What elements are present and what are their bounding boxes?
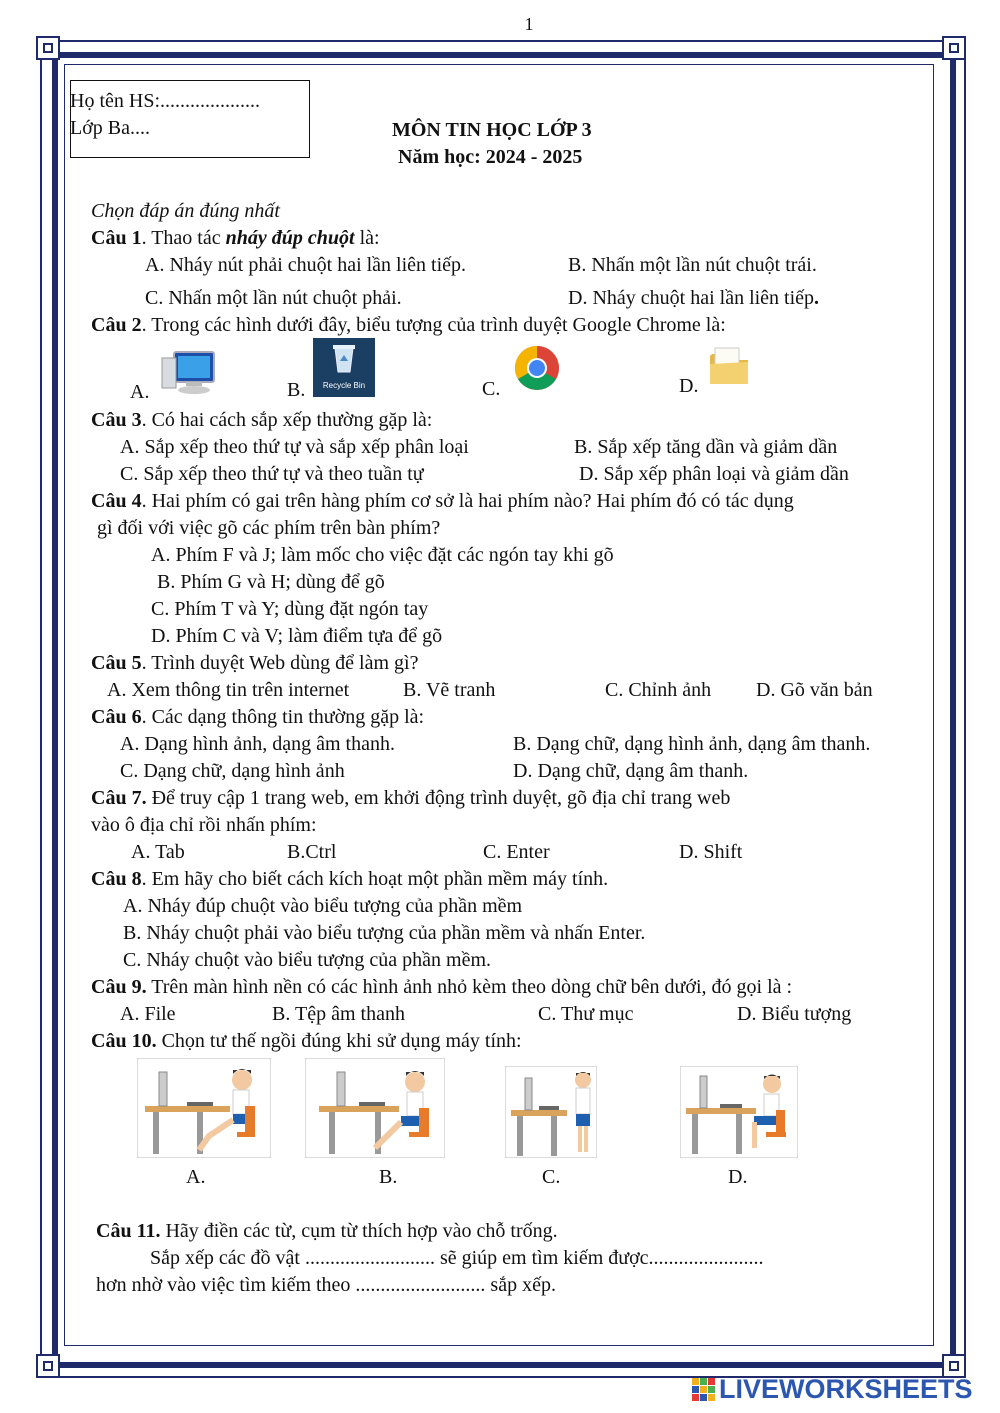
q7-option-c[interactable]: C. Enter xyxy=(483,841,550,863)
q11-fill-line-1[interactable]: Sắp xếp các đồ vật .......................... sẽ giúp em tìm kiếm được....................... xyxy=(150,1247,764,1269)
q7-option-a[interactable]: A. Tab xyxy=(131,841,185,863)
question-label: Câu 10. xyxy=(91,1030,157,1052)
computer-icon[interactable] xyxy=(160,348,220,396)
class-field[interactable]: Lớp Ba.... xyxy=(70,117,151,139)
recycle-bin-caption: Recycle Bin xyxy=(322,381,366,390)
question-1 xyxy=(91,226,380,250)
question-text: Chọn tư thế ngồi đúng khi sử dụng máy tính: xyxy=(156,1030,522,1052)
question-text: . Thao tác xyxy=(141,227,226,249)
q1-option-a[interactable]: A. Nháy nút phải chuột hai lần liên tiếp. xyxy=(145,254,467,276)
question-8 xyxy=(91,867,608,891)
q10-option-c[interactable]: C. xyxy=(542,1166,561,1188)
q8-option-c[interactable]: C. Nháy chuột vào biểu tượng của phần mềm. xyxy=(123,949,491,971)
q4-option-b[interactable]: B. Phím G và H; dùng để gõ xyxy=(157,571,385,593)
logo-grid-icon xyxy=(692,1378,715,1401)
subject-title: MÔN TIN HỌC LỚP 3 xyxy=(392,119,592,141)
recycle-bin-icon[interactable] xyxy=(313,338,375,397)
instruction: Chọn đáp án đúng nhất xyxy=(91,200,280,222)
q9-option-a[interactable]: A. File xyxy=(120,1003,176,1025)
school-year: Năm học: 2024 - 2025 xyxy=(398,146,583,168)
q5-option-a[interactable]: A. Xem thông tin trên internet xyxy=(107,679,350,701)
corner-ornament-top-left xyxy=(36,36,60,60)
q6-option-b[interactable]: B. Dạng chữ, dạng hình ảnh, dạng âm thanh. xyxy=(513,733,871,755)
question-emphasis: nháy đúp chuột xyxy=(225,227,355,249)
q2-option-d[interactable]: D. xyxy=(679,375,699,397)
q9-option-c[interactable]: C. Thư mục xyxy=(538,1003,634,1025)
q3-option-d[interactable]: D. Sắp xếp phân loại và giảm dần xyxy=(579,463,849,485)
q11-fill-line-2[interactable]: hơn nhờ vào việc tìm kiếm theo .......................... sắp xếp. xyxy=(96,1274,556,1296)
question-text: . Hai phím có gai trên hàng phím cơ sở là hai phím nào? Hai phím đó có tác dụng xyxy=(141,490,794,512)
chrome-icon[interactable] xyxy=(513,344,561,392)
q3-option-a[interactable]: A. Sắp xếp theo thứ tự và sắp xếp phân loại xyxy=(120,436,469,458)
question-text: . Các dạng thông tin thường gặp là: xyxy=(141,706,425,728)
question-text: . Trong các hình dưới đây, biểu tượng của trình duyệt Google Chrome là: xyxy=(141,314,726,336)
q6-option-d[interactable]: D. Dạng chữ, dạng âm thanh. xyxy=(513,760,749,782)
q2-option-b[interactable]: B. xyxy=(287,379,306,401)
question-text: Trên màn hình nền có các hình ảnh nhỏ kèm theo dòng chữ bên dưới, đó gọi là : xyxy=(146,976,793,998)
posture-image-a[interactable] xyxy=(137,1058,271,1158)
q7-option-d[interactable]: D. Shift xyxy=(679,841,743,863)
question-6 xyxy=(91,705,424,729)
posture-image-b[interactable] xyxy=(305,1058,445,1158)
q1-option-d[interactable]: D. Nháy chuột hai lần liên tiếp. xyxy=(568,287,820,309)
question-label: Câu 11. xyxy=(96,1220,161,1242)
corner-ornament-top-right xyxy=(942,36,966,60)
q6-option-a[interactable]: A. Dạng hình ảnh, dạng âm thanh. xyxy=(120,733,395,755)
q2-option-c[interactable]: C. xyxy=(482,378,501,400)
q9-option-b[interactable]: B. Tệp âm thanh xyxy=(272,1003,405,1025)
q8-option-b[interactable]: B. Nháy chuột phải vào biểu tượng của phần mềm và nhấn Enter. xyxy=(123,922,646,944)
q1-option-c[interactable]: C. Nhấn một lần nút chuột phải. xyxy=(145,287,402,309)
q5-option-d[interactable]: D. Gõ văn bản xyxy=(756,679,873,701)
q4-option-c[interactable]: C. Phím T và Y; dùng đặt ngón tay xyxy=(151,598,429,620)
question-label: Câu 5 xyxy=(91,652,142,674)
question-7 xyxy=(91,786,730,810)
q3-option-b[interactable]: B. Sắp xếp tăng dần và giảm dần xyxy=(574,436,838,458)
q4-option-d[interactable]: D. Phím C và V; làm điểm tựa để gõ xyxy=(151,625,443,647)
question-11 xyxy=(96,1219,558,1243)
question-9 xyxy=(91,975,792,999)
student-name-field[interactable]: Họ tên HS:.................... xyxy=(70,90,260,112)
q5-option-c[interactable]: C. Chỉnh ảnh xyxy=(605,679,712,701)
q4-option-a[interactable]: A. Phím F và J; làm mốc cho việc đặt các ngón tay khi gõ xyxy=(151,544,614,566)
q9-option-d[interactable]: D. Biểu tượng xyxy=(737,1003,852,1025)
question-3 xyxy=(91,408,432,432)
question-text: là: xyxy=(354,227,380,249)
question-label: Câu 9. xyxy=(91,976,147,998)
question-label: Câu 3 xyxy=(91,409,142,431)
question-5 xyxy=(91,651,418,675)
question-text: . Có hai cách sắp xếp thường gặp là: xyxy=(141,409,433,431)
question-label: Câu 6 xyxy=(91,706,142,728)
question-label: Câu 1 xyxy=(91,227,142,249)
q6-option-c[interactable]: C. Dạng chữ, dạng hình ảnh xyxy=(120,760,345,782)
question-4 xyxy=(91,489,794,513)
question-10 xyxy=(91,1029,522,1053)
question-text: . Em hãy cho biết cách kích hoạt một phần mềm máy tính. xyxy=(141,868,609,890)
posture-image-d[interactable] xyxy=(680,1066,798,1158)
q5-option-b[interactable]: B. Vẽ tranh xyxy=(403,679,496,701)
question-2 xyxy=(91,313,726,337)
folder-icon[interactable] xyxy=(706,344,752,390)
q10-option-d[interactable]: D. xyxy=(728,1166,748,1188)
q7-option-b[interactable]: B.Ctrl xyxy=(287,841,337,863)
posture-image-c[interactable] xyxy=(505,1066,597,1158)
q1-option-b[interactable]: B. Nhấn một lần nút chuột trái. xyxy=(568,254,817,276)
question-text: Hãy điền các từ, cụm từ thích hợp vào chỗ trống. xyxy=(160,1220,558,1242)
page-number: 1 xyxy=(524,14,534,34)
q3-option-c[interactable]: C. Sắp xếp theo thứ tự và theo tuần tự xyxy=(120,463,424,485)
question-label: Câu 4 xyxy=(91,490,142,512)
question-label: Câu 2 xyxy=(91,314,142,336)
brand-name: LIVEWORKSHEETS xyxy=(719,1373,973,1404)
question-label: Câu 8 xyxy=(91,868,142,890)
liveworksheets-logo xyxy=(692,1374,973,1404)
q10-option-a[interactable]: A. xyxy=(186,1166,206,1188)
corner-ornament-bottom-left xyxy=(36,1354,60,1378)
question-text: Để truy cập 1 trang web, em khởi động trình duyệt, gõ địa chỉ trang web xyxy=(146,787,731,809)
q2-option-a[interactable]: A. xyxy=(130,381,150,403)
question-4-line2: gì đối với việc gõ các phím trên bàn phím? xyxy=(97,517,441,539)
question-7-line2: vào ô địa chỉ rồi nhấn phím: xyxy=(91,814,317,836)
q8-option-a[interactable]: A. Nháy đúp chuột vào biểu tượng của phần mềm xyxy=(123,895,523,917)
q10-option-b[interactable]: B. xyxy=(379,1166,398,1188)
question-label: Câu 7. xyxy=(91,787,147,809)
question-text: . Trình duyệt Web dùng để làm gì? xyxy=(141,652,419,674)
